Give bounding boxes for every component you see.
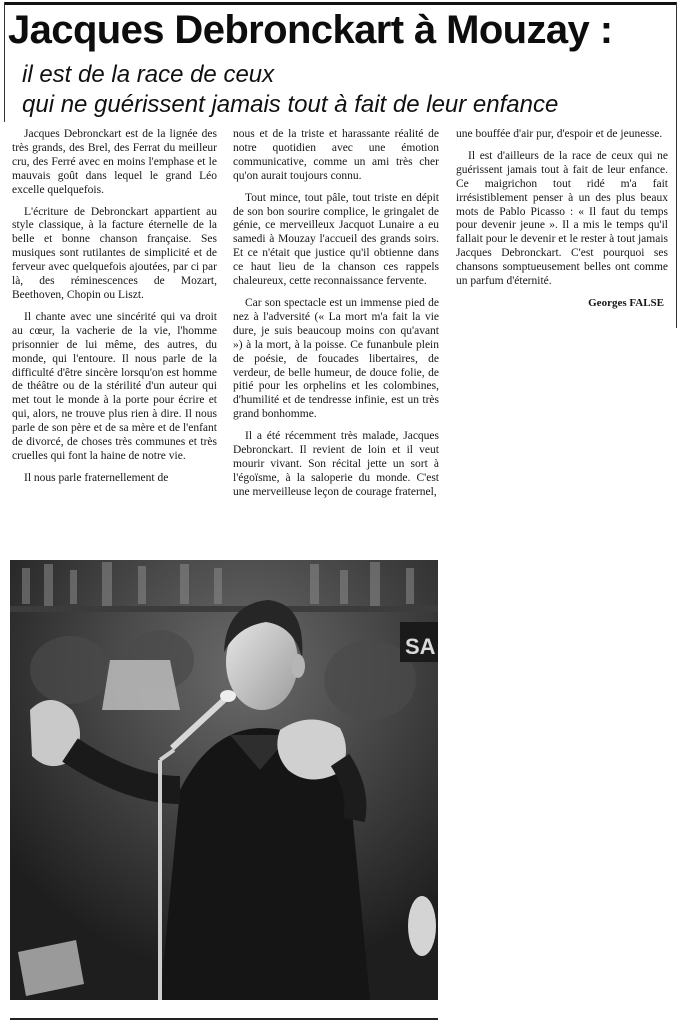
paragraph: une bouffée d'air pur, d'espoir et de jeunesse. [456, 128, 663, 140]
singer-with-microphone-icon [10, 560, 438, 1000]
paragraph: Il a été récemment très malade, Jacques Debronckart. Il revient de loin et il veut mourir vivant. Son récital jette un sort à l'égoïsme, à la saloperie du monde. C'est une merveilleuse leçon de courage fraternel, [233, 430, 439, 498]
left-rule [4, 2, 5, 122]
paragraph: nous et de la triste et harassante réalité de notre quotidien avec une émotion communicative, comme un ami très cher qu'on aurait toujours connu. [233, 128, 439, 182]
article-column-3 [456, 128, 668, 319]
article-column-1 [12, 128, 217, 494]
paragraph: Jacques Debronckart est de la lignée des très grands, des Brel, des Ferrat du meilleur cru, des Ferré avec en moins l'emphase et le mauvais goût dans lequel le grand Léo excelle quelquefois. [12, 128, 217, 196]
paragraph: Tout mince, tout pâle, tout triste en dépit de son bon sourire complice, le gringalet de génie, ce merveilleux Jacquot Lunaire a eu samedi à Mouzay l'accueil des grands soirs. Et ce n'était que justice qu'il obtienne dans ce haut lieu de la chanson ces rappels chaleureux, cette reconnaissance fervente. [233, 191, 439, 288]
author-signature: Georges FALSE [588, 296, 664, 309]
article-headline: Jacques Debronckart à Mouzay : [8, 8, 613, 52]
article-subhead-line2: qui ne guérissent jamais tout à fait de leur enfance [22, 91, 559, 118]
article-subhead-line1: il est de la race de ceux [22, 61, 275, 88]
paragraph: Il nous parle fraternellement de [24, 471, 169, 484]
paragraph: L'écriture de Debronckart appartient au style classique, à la facture éternelle de la belle et bonne chanson française. Ses musiques sont rutilantes de simplicité et de ferveur avec quelquefois ajoutées, par ci par là, des réminescences de Mozart, Beethoven, Chopin ou Liszt. [12, 205, 217, 301]
article-column-2 [233, 128, 439, 508]
paragraph: Il est d'ailleurs de la race de ceux qui ne guérissent jamais tout à fait de leur enfance. Ce maigrichon tout ridé m'a fait irrésistiblement penser à un des plus beaux mots de Pablo Picasso : « Il faut du temps pour devenir jeune ». Il a mis le temps qu'il fallait pour le devenir et le rester à tout jamais Jacques Debronckart. C'est pourquoi ses chansons somptueusement belles ont comme un parfum d'éternité. [456, 149, 668, 288]
bottom-rule [10, 1018, 438, 1020]
right-rule [676, 2, 677, 328]
svg-text:SA: SA [405, 634, 436, 659]
singer-photo [10, 560, 438, 1000]
paragraph: Car son spectacle est un immense pied de nez à l'adversité (« La mort m'a fait la vie dure, je suis beaucoup moins con qu'avant ») à la mort, à la poisse. Ce funanbule plein de poésie, de foucades libertaires, de verdeur, de belle humeur, de douce folie, de pitié pour les orphelins et les colombines, d'humilité et de tendresse infinie, est un très grand bonhomme. [233, 296, 439, 421]
paragraph: Il chante avec une sincérité qui va droit au cœur, la vacherie de la vie, l'homme prisonnier de lui même, des autres, du monde, qui l'entoure. Il nous parle de la difficulté d'être sincère lorsqu'on est homme de théâtre ou de la stérilité d'un auteur qui met tout le monde à la porte pour écrire et qui, alors, ne trouve plus rien à dire. Il nous parle de son père et de sa mère et de l'enfant de divorcé, de choses très communes et très cruelles qui font la haine de notre vie. [12, 310, 217, 462]
